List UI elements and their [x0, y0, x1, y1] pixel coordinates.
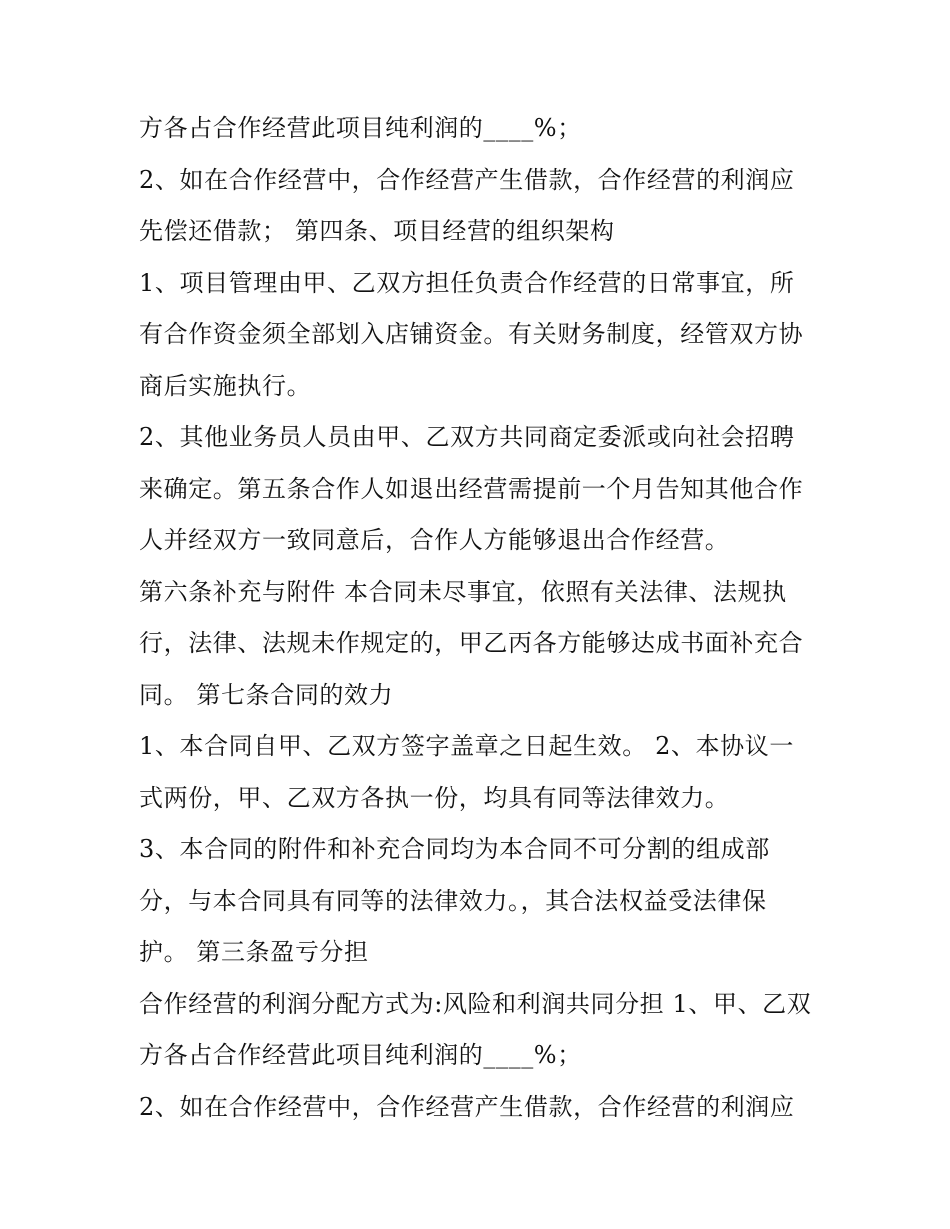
text-line: 方各占合作经营此项目纯利润的____%； [139, 114, 582, 142]
text-line: 商后实施执行。 [139, 371, 312, 400]
text-line: 先偿还借款； 第四条、项目经营的组织架构 [139, 217, 615, 245]
text-line: 3、本合同的附件和补充合同均为本合同不可分割的组成部 [139, 835, 770, 863]
text-line: 2、如在合作经营中，合作经营产生借款，合作经营的利润应 [139, 165, 795, 194]
text-line: 第六条补充与附件 本合同未尽事宜，依照有关法律、法规执 [139, 577, 787, 606]
text-line: 1、本合同自甲、乙双方签字盖章之日起生效。 2、本协议一 [139, 732, 794, 760]
text-line: 合作经营的利润分配方式为:风险和利润共同分担 1、甲、乙双 [139, 989, 812, 1018]
text-line: 同。 第七条合同的效力 [139, 680, 394, 709]
text-line: 人并经双方一致同意后，合作人方能够退出合作经营。 [139, 526, 730, 554]
text-line: 护。 第三条盈亏分担 [139, 938, 369, 966]
contract-text [139, 103, 829, 1133]
text-line: 分，与本合同具有同等的法律效力。，其合法权益受法律保 [139, 886, 767, 915]
text-line: 来确定。第五条合作人如退出经营需提前一个月告知其他合作 [139, 474, 804, 503]
text-line: 式两份，甲、乙双方各执一份，均具有同等法律效力。 [139, 783, 730, 812]
text-line: 2、如在合作经营中，合作经营产生借款，合作经营的利润应 [139, 1092, 795, 1121]
text-line: 方各占合作经营此项目纯利润的____%； [139, 1041, 582, 1069]
text-line: 行，法律、法规未作规定的，甲乙丙各方能够达成书面补充合 [139, 629, 804, 657]
text-line: 1、项目管理由甲、乙双方担任负责合作经营的日常事宜，所 [139, 268, 795, 297]
text-line: 2、其他业务员人员由甲、乙双方共同商定委派或向社会招聘 [139, 423, 795, 451]
text-line: 有合作资金须全部划入店铺资金。有关财务制度，经管双方协 [139, 320, 804, 348]
